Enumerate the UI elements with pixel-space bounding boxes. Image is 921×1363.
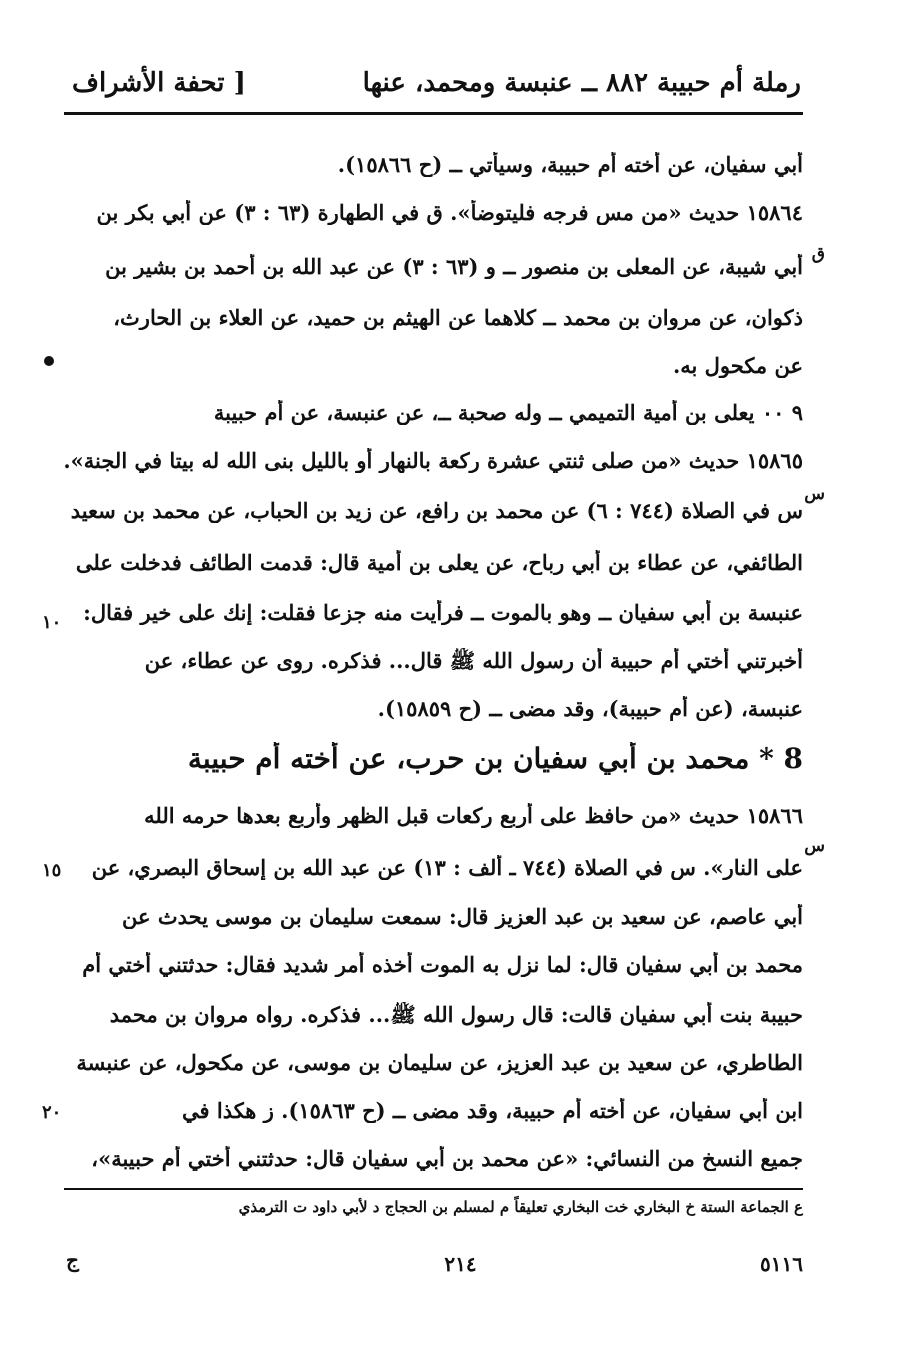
running-header-book: [ تحفة الأشراف <box>72 68 246 98</box>
text-line: الطاطري، عن سعيد بن عبد العزيز، عن سليمان بن موسى، عن مكحول، عن عنبسة <box>76 1050 803 1075</box>
line-number: ١٠ <box>42 612 62 633</box>
hadith-15865-line: ١٥٨٦٥ حديث «من صلى ثنتي عشرة ركعة بالنهار أو بالليل بنى الله له بيتا في الجنة». <box>63 448 803 473</box>
margin-siglum: س <box>804 836 825 856</box>
margin-bullet <box>44 356 54 366</box>
text-line: على النار». س في الصلاة (٧٤٤ ـ ألف : ١٣) عن عبد الله بن إسحاق البصري، عن <box>91 855 803 880</box>
text-line: عن مكحول به. <box>672 353 803 378</box>
hadith-15866-line: ١٥٨٦٦ حديث «من حافظ على أربع ركعات قبل الظهر وأربع بعدها حرمه الله <box>144 803 803 828</box>
header-rule <box>64 112 803 115</box>
text-line: حبيبة بنت أبي سفيان قالت: قال رسول الله ﷺ... فذكره. رواه مروان بن محمد <box>109 1002 803 1027</box>
section-heading-muhammad: 8 * محمد بن أبي سفيان بن حرب، عن أخته أم حبيبة <box>187 742 803 775</box>
section-heading-yala: ٩ ٠٠ يعلى بن أمية التميمي ــ وله صحبة ــ، عن عنبسة، عن أم حبيبة <box>213 400 803 425</box>
text-line: جميع النسخ من النسائي: «عن محمد بن أبي سفيان قال: حدثتني أختي أم حبيبة»، <box>91 1146 803 1171</box>
page-number: ٢١٤ <box>444 1252 477 1276</box>
text-line: أبي سفيان، عن أخته أم حبيبة، وسيأتي ــ (ح ١٥٨٦٦). <box>337 152 803 177</box>
running-header-title: رملة أم حبيبة ٨٨٢ ــ عنبسة ومحمد، عنها <box>362 68 801 98</box>
text-line: أخبرتني أختي أم حبيبة أن رسول الله ﷺ قال... فذكره. روى عن عطاء، عن <box>144 648 803 673</box>
text-line: أبي شيبة، عن المعلى بن منصور ــ و (٦٣ : ٣) عن عبد الله بن أحمد بن بشير بن <box>105 254 803 279</box>
text-line: محمد بن أبي سفيان قال: لما نزل به الموت أخذه أمر شديد فقال: حدثتني أختي أم <box>82 952 803 977</box>
margin-siglum: ق <box>811 244 825 264</box>
abbreviation-key: ع الجماعة الستة خ البخاري خت البخاري تعليقاً م لمسلم بن الحجاج د لأبي داود ت الترمذي <box>238 1198 803 1216</box>
text-line: عنبسة، (عن أم حبيبة)، وقد مضى ــ (ح ١٥٨٥٩). <box>377 696 803 721</box>
footnote-rule <box>64 1188 803 1190</box>
text-line: أبي عاصم، عن سعيد بن عبد العزيز قال: سمعت سليمان بن موسى يحدث عن <box>122 904 803 929</box>
text-line: ذكوان، عن مروان بن محمد ــ كلاهما عن الهيثم بن حميد، عن العلاء بن الحارث، <box>113 305 803 330</box>
text-line: عنبسة بن أبي سفيان ــ وهو بالموت ــ فرأيت منه جزعا فقلت: إنك على خير فقال: <box>83 600 803 625</box>
text-line: س في الصلاة (٧٤٤ : ٦) عن محمد بن رافع، عن زيد بن الحباب، عن محمد بن سعيد <box>70 498 803 523</box>
text-line: ابن أبي سفيان، عن أخته أم حبيبة، وقد مضى ــ (ح ١٥٨٦٣). ز هكذا في <box>182 1098 803 1123</box>
line-number: ١٥ <box>42 860 62 881</box>
footer-mark: ج <box>66 1248 79 1272</box>
footer-code: ٥١١٦ <box>760 1252 803 1276</box>
text-line: الطائفي، عن عطاء بن أبي رباح، عن يعلى بن أمية قال: قدمت الطائف فدخلت على <box>75 550 803 575</box>
line-number: ٢٠ <box>42 1102 62 1123</box>
margin-siglum: س <box>804 484 825 504</box>
hadith-15864-line: ١٥٨٦٤ حديث «من مس فرجه فليتوضأ». ق في الطهارة (٦٣ : ٣) عن أبي بكر بن <box>96 200 803 225</box>
